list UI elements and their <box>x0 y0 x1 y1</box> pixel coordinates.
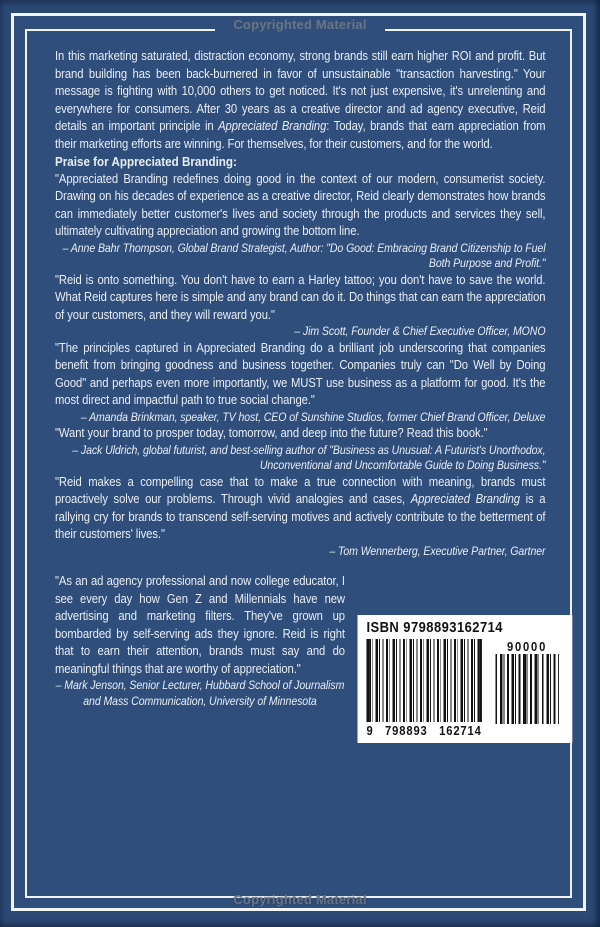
intro-text: In this marketing saturated, distraction economy, strong brands still earn higher ROI and profit. But brand building has been back-burnered in favor of unsustainable "transaction harvesting." Your message is fighting with 10,000 others to get noticed. It's not just expensive, it's unrelenting and everywhere for consumers. After 30 years as a creative director and ad agency executive, Reid details an important principle in <box>55 49 546 133</box>
ean-barcode <box>366 639 481 738</box>
copyright-material-top-label: Copyrighted Material <box>215 17 384 32</box>
testimonial-quote-mark: "As an ad agency professional and now college educator, I see every day how Gen Z and Millennials have new advertising and marketing filters. They've grown up bombarded by self-serving ads they ignore. Reid is right that to earn their attention, brands must say and do meaningful things that are worthy of appreciation." <box>55 574 345 676</box>
testimonial-quote-jack: "Want your brand to prosper today, tomorrow, and deep into the future? Read this book." <box>55 426 488 440</box>
testimonial-quote-anne: "Appreciated Branding redefines doing good in the context of our modern, consumerist society. Drawing on his decades of experience as a creative director, Reid clearly demonstrates how brands can immediately better customer's lives and society through the products and services they sell, ultimately cultivating appreciation and growing the bottom line. <box>55 171 546 238</box>
book-title: Appreciated Branding <box>410 492 520 506</box>
ean-digit-group-2: 798893 <box>384 723 428 738</box>
barcode-row <box>366 639 564 738</box>
intro-paragraph <box>55 48 545 153</box>
testimonial-quote-amanda: "The principles captured in Appreciated Branding do a brilliant job underscoring that companies benefit from bringing goodness and business together. Companies truly can "Do Well by Doing Good" and perhaps even more importantly, we MUST use business as a platform for good. It's the most direct and impactful path to true social change." <box>55 340 546 407</box>
testimonial-attribution-amanda: – Amanda Brinkman, speaker, TV host, CEO of Sunshine Studios, former Chief Brand Officer, Deluxe <box>80 409 546 424</box>
ean-barcode-bars <box>366 639 481 722</box>
ean-barcode-digits <box>366 722 481 738</box>
cover-content <box>55 48 548 901</box>
testimonial-attribution-tom: – Tom Wennerberg, Executive Partner, Gartner <box>329 543 546 558</box>
testimonial-attribution-jim: – Jim Scott, Founder & Chief Executive Officer, MONO <box>294 324 546 338</box>
book-title: Appreciated Branding <box>218 119 327 133</box>
addon-barcode-bars <box>495 654 559 724</box>
final-section <box>55 573 548 738</box>
praise-heading: Praise for Appreciated Branding: <box>55 154 237 169</box>
copyright-material-bottom: Copyrighted Material <box>233 892 367 907</box>
intro-text-continued: : Today, brands that earn appreciation from their marketing efforts are winning. For themselves, for their customers, and for the world. <box>55 119 546 151</box>
testimonial-attribution-anne: – Anne Bahr Thompson, Global Brand Strategist, Author: "Do Good: Embracing Brand Citizenship to Fuel Both Purpose and Profit." <box>62 240 546 270</box>
testimonial-attribution-jack: – Jack Uldrich, global futurist, and best-selling author of "Business as Unusual: A Futurist's Unorthodox, Unconventional and Uncomfortable Guide to Doing Business." <box>72 442 546 472</box>
testimonial-quote-jim: "Reid is onto something. You don't have to earn a Harley tattoo; you don't have to save the world. What Reid captures here is simple and any brand can do it. Do things that can earn the appreciation of your customers, and they will reward you." <box>55 272 546 322</box>
isbn-number: ISBN 9798893162714 <box>366 620 503 636</box>
price-code: 90000 <box>507 639 548 654</box>
isbn-barcode-box <box>358 615 573 743</box>
quote-text-continued: is a rallying cry for brands to transcend self-serving motives and actively contribute to the betterment of their customers' lives." <box>55 492 546 541</box>
ean-digit-group-3: 162714 <box>439 723 482 738</box>
price-addon-barcode <box>490 639 564 738</box>
testimonial-quote-tom <box>55 474 545 544</box>
quote-text: "Reid makes a compelling case that to make a true connection with meaning, brands must proactively solve our problems. Through vivid analogies and cases, <box>55 474 546 506</box>
testimonial-attribution-mark: – Mark Jenson, Senior Lecturer, Hubbard School of Journalism and Mass Communication, University of Minnesota <box>55 678 345 708</box>
copyright-material-top <box>0 17 600 32</box>
ean-digit-group-1: 9 <box>366 723 374 738</box>
